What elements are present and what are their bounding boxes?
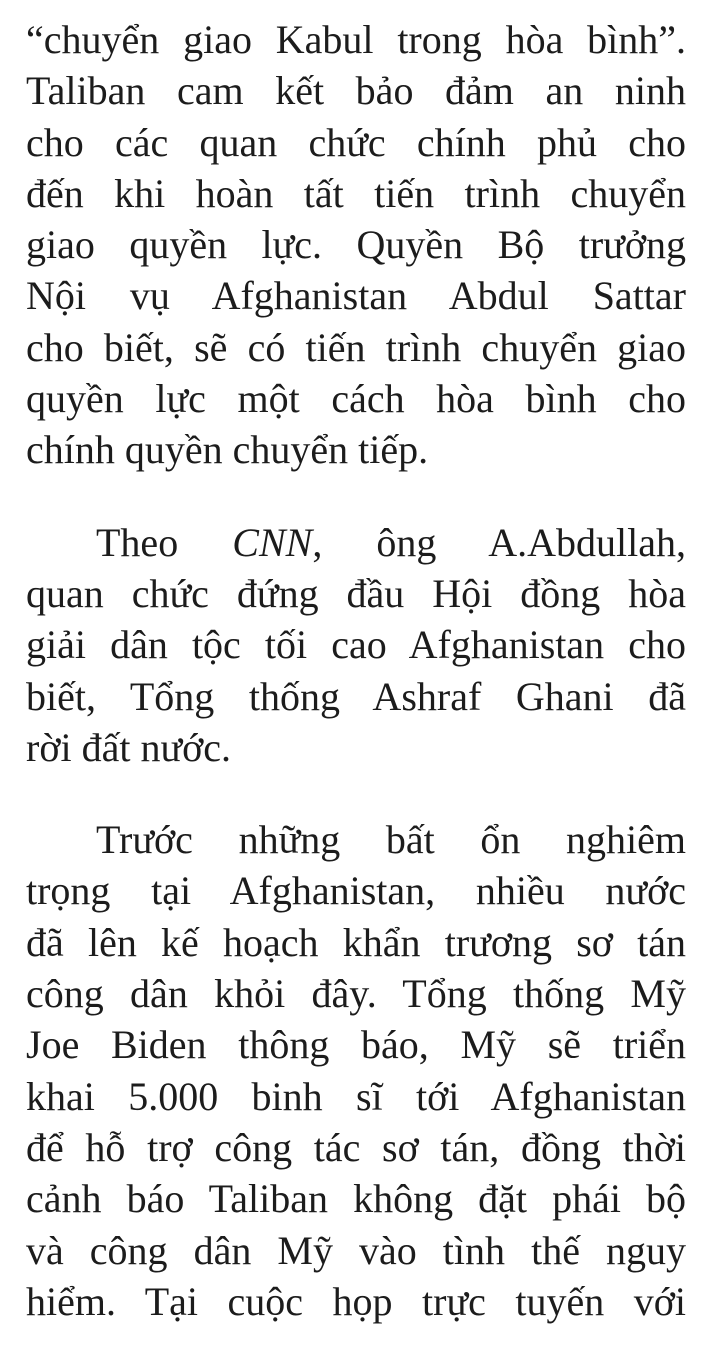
source-name: CNN (232, 519, 313, 565)
text-fragment: , ông A.Abdullah, (312, 519, 687, 565)
paragraph-2 (26, 517, 686, 773)
paragraph-gap (26, 476, 686, 517)
text-line-first (26, 517, 686, 568)
text-line: giải dân tộc tối cao Afghanistan cho (26, 622, 686, 668)
text-line: rời đất nước. (26, 724, 232, 770)
text-line: Taliban cam kết bảo đảm an ninh (26, 68, 686, 114)
text-line: đến khi hoàn tất tiến trình chuyển (26, 170, 686, 216)
text-line: khai 5.000 binh sĩ tới Afghanistan (26, 1073, 686, 1119)
text-line: công dân khỏi đây. Tổng thống Mỹ (26, 971, 686, 1017)
paragraph-gap (26, 773, 686, 814)
text-line: cảnh báo Taliban không đặt phái bộ (26, 1176, 686, 1222)
text-line: để hỗ trợ công tác sơ tán, đồng thời (26, 1124, 686, 1170)
text-line-first: Trước những bất ổn nghiêm (96, 817, 686, 863)
paragraph-3 (26, 814, 686, 1327)
text-line: giao quyền lực. Quyền Bộ trưởng (26, 222, 686, 268)
paragraph-1 (26, 0, 686, 476)
text-line: Joe Biden thông báo, Mỹ sẽ triển (26, 1022, 686, 1068)
text-line: đã lên kế hoạch khẩn trương sơ tán (26, 919, 686, 965)
text-line: cho các quan chức chính phủ cho (26, 119, 686, 165)
text-line: hiểm. Tại cuộc họp trực tuyến với (26, 1278, 686, 1324)
text-line: và công dân Mỹ vào tình thế nguy (26, 1227, 686, 1273)
text-line: cho biết, sẽ có tiến trình chuyển giao (26, 324, 686, 370)
text-line: trọng tại Afghanistan, nhiều nước (26, 868, 686, 914)
text-line: biết, Tổng thống Ashraf Ghani đã (26, 673, 686, 719)
text-line: chính quyền chuyển tiếp. (26, 427, 429, 473)
text-line: quan chức đứng đầu Hội đồng hòa (26, 570, 686, 616)
text-line: Nội vụ Afghanistan Abdul Sattar (26, 273, 686, 319)
text-line: quyền lực một cách hòa bình cho (26, 376, 686, 422)
text-line: “chuyển giao Kabul trong hòa bình”. (26, 17, 686, 62)
text-fragment: Theo (96, 519, 233, 565)
